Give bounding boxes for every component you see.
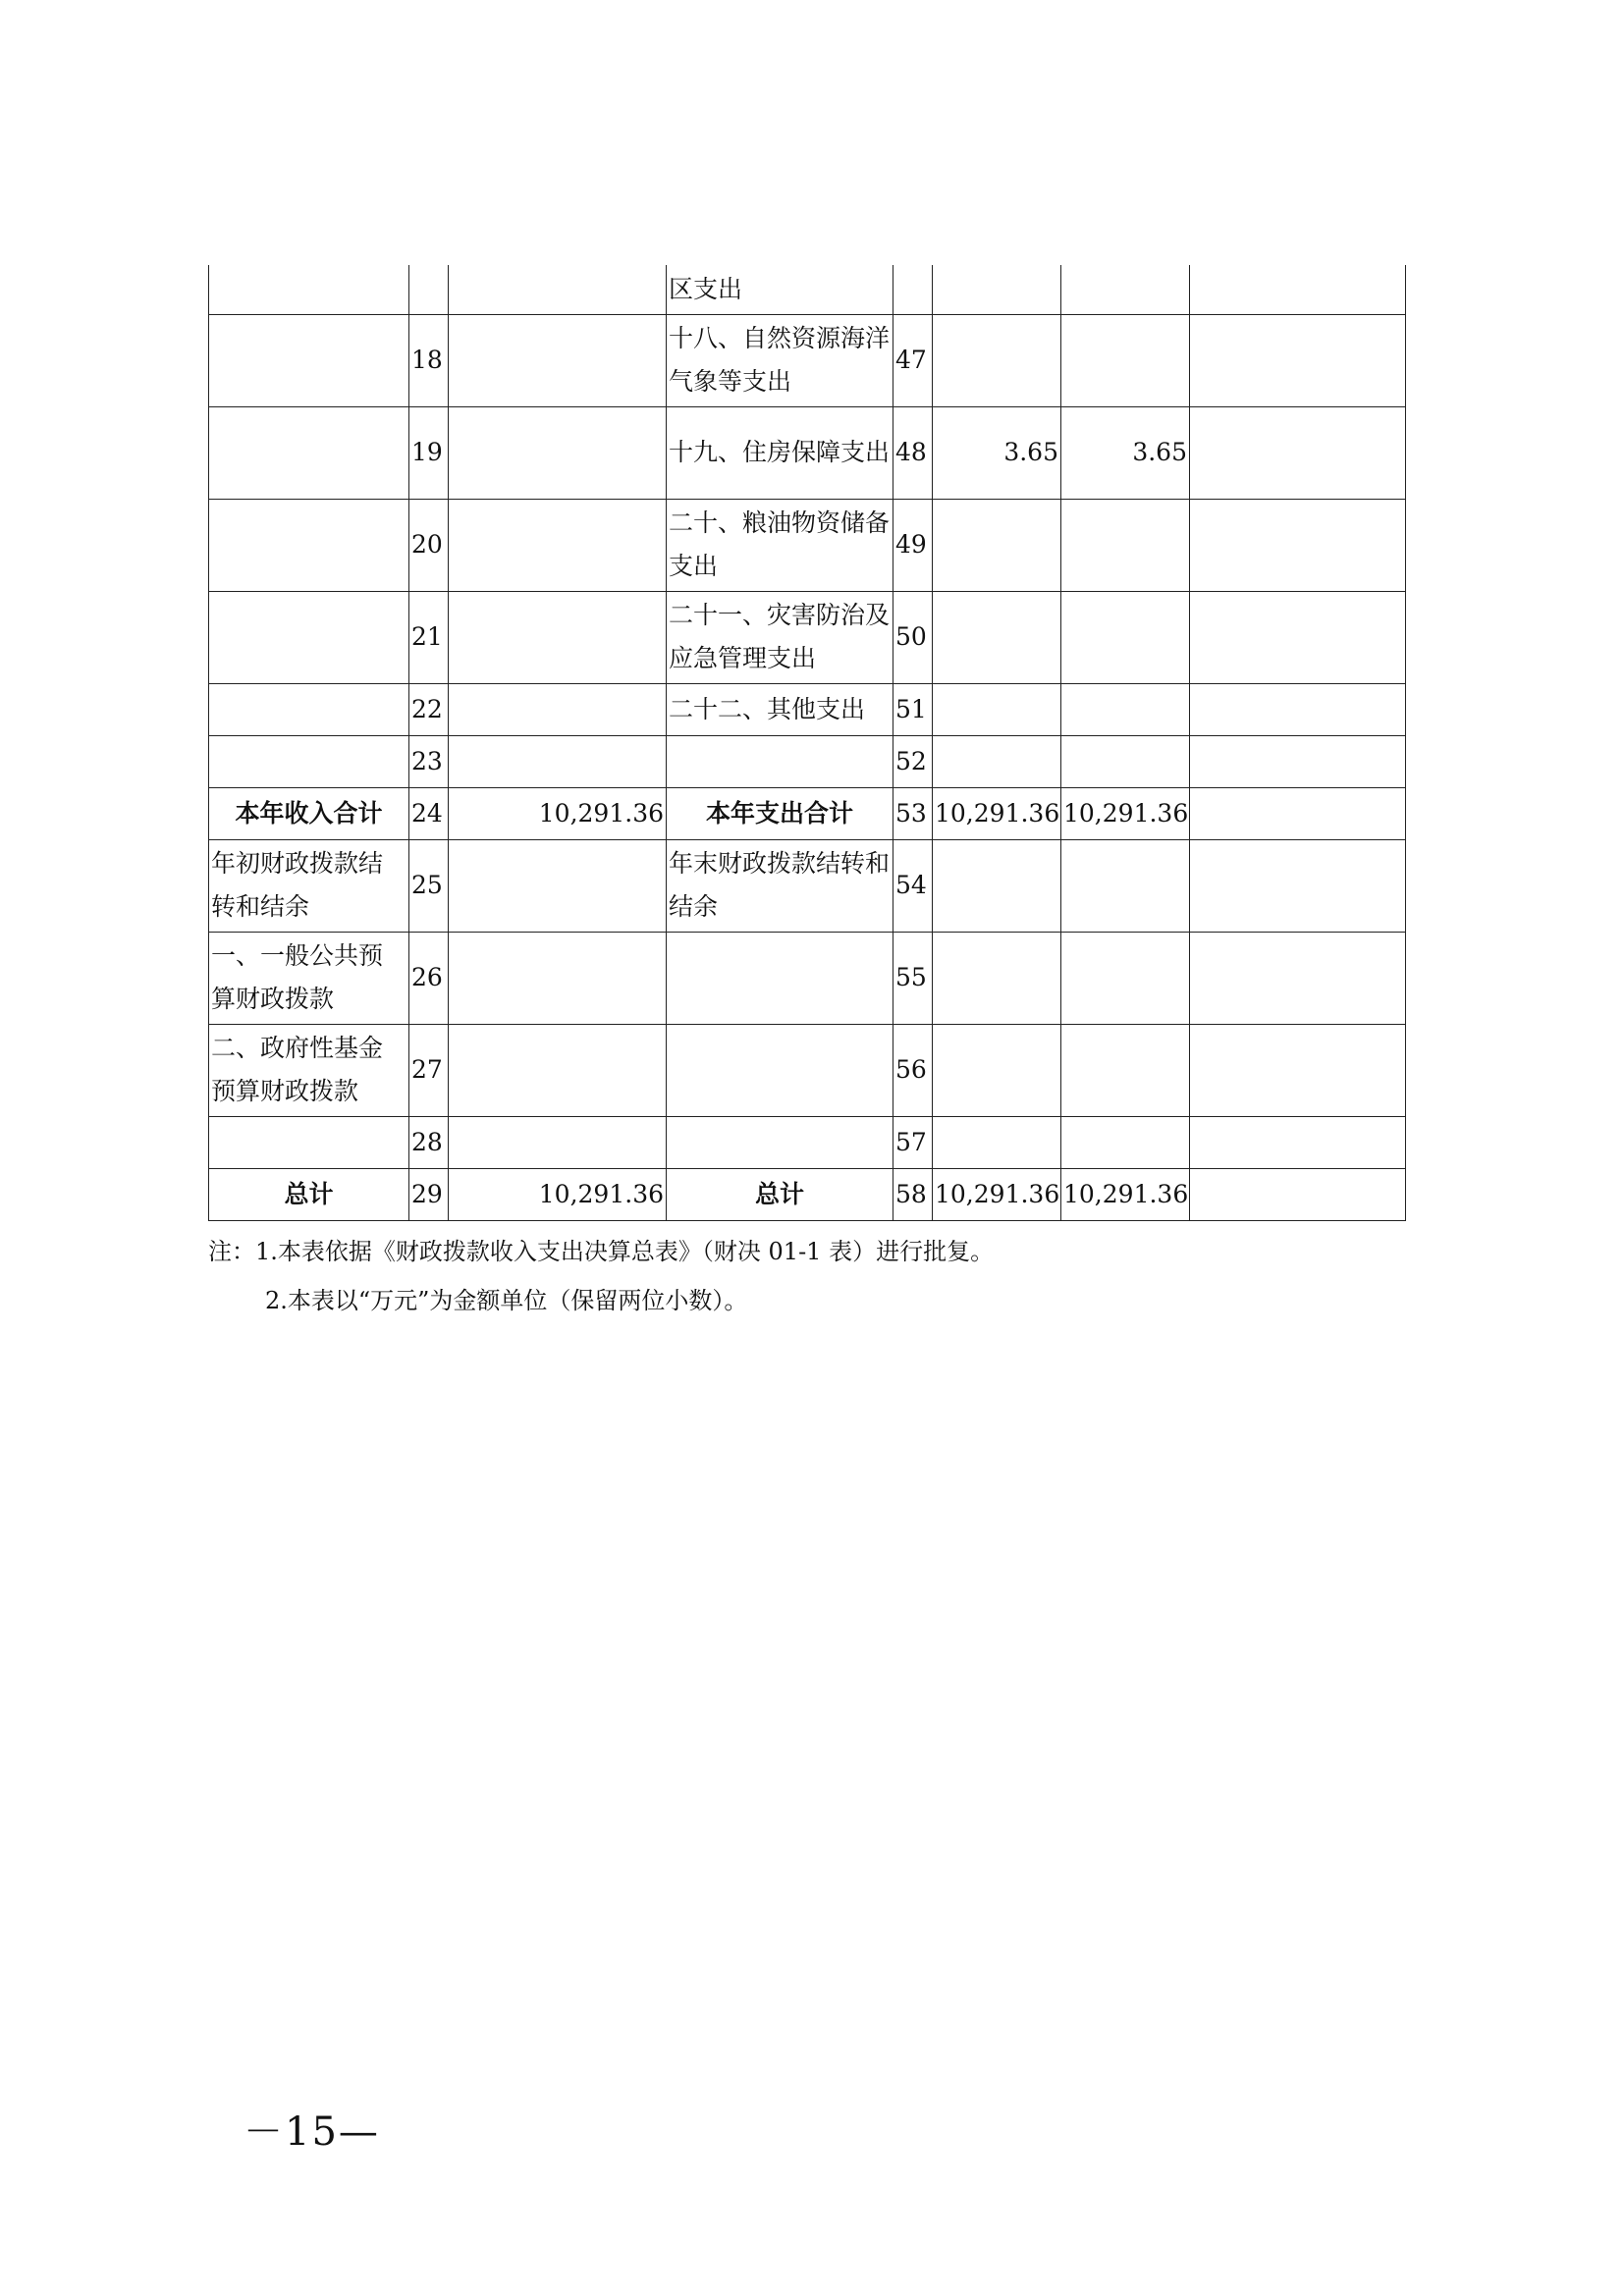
income-amount	[449, 591, 667, 683]
income-label	[209, 406, 409, 499]
expense-line-no: 55	[893, 932, 933, 1024]
expense-total	[933, 314, 1061, 406]
expense-fund	[1190, 265, 1406, 314]
expense-label	[667, 1024, 893, 1116]
income-amount	[449, 314, 667, 406]
income-label	[209, 314, 409, 406]
table-row	[209, 683, 1406, 735]
expense-fund	[1190, 735, 1406, 787]
income-amount	[449, 683, 667, 735]
expense-label: 十九、住房保障支出	[667, 406, 893, 499]
expense-fund	[1190, 1168, 1406, 1220]
expense-fund	[1190, 683, 1406, 735]
income-label	[209, 735, 409, 787]
expense-line-no: 47	[893, 314, 933, 406]
expense-general: 3.65	[1061, 406, 1190, 499]
expense-total: 10,291.36	[933, 787, 1061, 839]
table-row	[209, 787, 1406, 839]
income-label	[209, 499, 409, 591]
expense-fund	[1190, 932, 1406, 1024]
table-row	[209, 265, 1406, 314]
expense-total	[933, 839, 1061, 932]
income-amount	[449, 265, 667, 314]
expense-fund	[1190, 499, 1406, 591]
income-label	[209, 683, 409, 735]
table-row	[209, 499, 1406, 591]
expense-line-no: 50	[893, 591, 933, 683]
expense-total	[933, 499, 1061, 591]
expense-fund	[1190, 1024, 1406, 1116]
table-row	[209, 839, 1406, 932]
page-number: －15—	[244, 2109, 380, 2155]
expense-general: 10,291.36	[1061, 1168, 1190, 1220]
income-line-no: 21	[409, 591, 449, 683]
expense-general	[1061, 735, 1190, 787]
income-label	[209, 1116, 409, 1168]
table-row	[209, 932, 1406, 1024]
expense-general	[1061, 265, 1190, 314]
expense-label: 年末财政拨款结转和结余	[667, 839, 893, 932]
expense-label: 本年支出合计	[667, 787, 893, 839]
income-label: 二、政府性基金预算财政拨款	[209, 1024, 409, 1116]
expense-total	[933, 683, 1061, 735]
expense-general	[1061, 839, 1190, 932]
table-row	[209, 406, 1406, 499]
expense-line-no: 49	[893, 499, 933, 591]
income-line-no: 18	[409, 314, 449, 406]
table-row	[209, 314, 1406, 406]
expense-general	[1061, 314, 1190, 406]
expense-label: 二十二、其他支出	[667, 683, 893, 735]
table-row	[209, 1024, 1406, 1116]
expense-label: 总计	[667, 1168, 893, 1220]
income-amount: 10,291.36	[449, 787, 667, 839]
income-line-no: 25	[409, 839, 449, 932]
expense-total	[933, 735, 1061, 787]
expense-general	[1061, 591, 1190, 683]
table-row	[209, 735, 1406, 787]
expense-total	[933, 265, 1061, 314]
expense-total	[933, 1116, 1061, 1168]
income-line-no: 20	[409, 499, 449, 591]
expense-label: 二十、粮油物资储备支出	[667, 499, 893, 591]
expense-general	[1061, 1024, 1190, 1116]
expense-label: 区支出	[667, 265, 893, 314]
note-1: 注：1.本表依据《财政拨款收入支出决算总表》（财决 01-1 表）进行批复。	[208, 1238, 995, 1265]
income-amount	[449, 1116, 667, 1168]
expense-line-no: 57	[893, 1116, 933, 1168]
expense-line-no: 58	[893, 1168, 933, 1220]
expense-label	[667, 1116, 893, 1168]
expense-general: 10,291.36	[1061, 787, 1190, 839]
income-label: 年初财政拨款结转和结余	[209, 839, 409, 932]
table-row	[209, 1168, 1406, 1220]
income-line-no	[409, 265, 449, 314]
expense-line-no: 53	[893, 787, 933, 839]
expense-line-no: 56	[893, 1024, 933, 1116]
expense-general	[1061, 932, 1190, 1024]
income-amount	[449, 1024, 667, 1116]
income-amount	[449, 406, 667, 499]
expense-general	[1061, 1116, 1190, 1168]
income-line-no: 24	[409, 787, 449, 839]
expense-general	[1061, 683, 1190, 735]
income-amount: 10,291.36	[449, 1168, 667, 1220]
expense-total	[933, 932, 1061, 1024]
income-line-no: 23	[409, 735, 449, 787]
expense-fund	[1190, 314, 1406, 406]
expense-total	[933, 1024, 1061, 1116]
expense-total: 10,291.36	[933, 1168, 1061, 1220]
expense-label	[667, 735, 893, 787]
expense-label: 十八、自然资源海洋气象等支出	[667, 314, 893, 406]
table-notes	[208, 1227, 994, 1325]
note-2: 2.本表以“万元”为金额单位（保留两位小数）。	[265, 1287, 748, 1314]
expense-total	[933, 591, 1061, 683]
expense-line-no: 52	[893, 735, 933, 787]
expense-fund	[1190, 839, 1406, 932]
income-label: 本年收入合计	[209, 787, 409, 839]
income-line-no: 22	[409, 683, 449, 735]
expense-label	[667, 932, 893, 1024]
expense-fund	[1190, 1116, 1406, 1168]
income-amount	[449, 499, 667, 591]
income-line-no: 27	[409, 1024, 449, 1116]
table-row	[209, 591, 1406, 683]
expense-line-no	[893, 265, 933, 314]
income-line-no: 29	[409, 1168, 449, 1220]
income-label: 总计	[209, 1168, 409, 1220]
expense-fund	[1190, 591, 1406, 683]
income-label: 一、一般公共预算财政拨款	[209, 932, 409, 1024]
expense-line-no: 51	[893, 683, 933, 735]
income-line-no: 19	[409, 406, 449, 499]
expense-label: 二十一、灾害防治及应急管理支出	[667, 591, 893, 683]
income-amount	[449, 839, 667, 932]
expense-fund	[1190, 787, 1406, 839]
income-amount	[449, 735, 667, 787]
income-label	[209, 591, 409, 683]
expense-line-no: 54	[893, 839, 933, 932]
table-row	[209, 1116, 1406, 1168]
income-label	[209, 265, 409, 314]
expense-fund	[1190, 406, 1406, 499]
fiscal-appropriation-table	[208, 265, 1406, 1221]
expense-total: 3.65	[933, 406, 1061, 499]
income-amount	[449, 932, 667, 1024]
expense-general	[1061, 499, 1190, 591]
expense-line-no: 48	[893, 406, 933, 499]
income-line-no: 28	[409, 1116, 449, 1168]
income-line-no: 26	[409, 932, 449, 1024]
